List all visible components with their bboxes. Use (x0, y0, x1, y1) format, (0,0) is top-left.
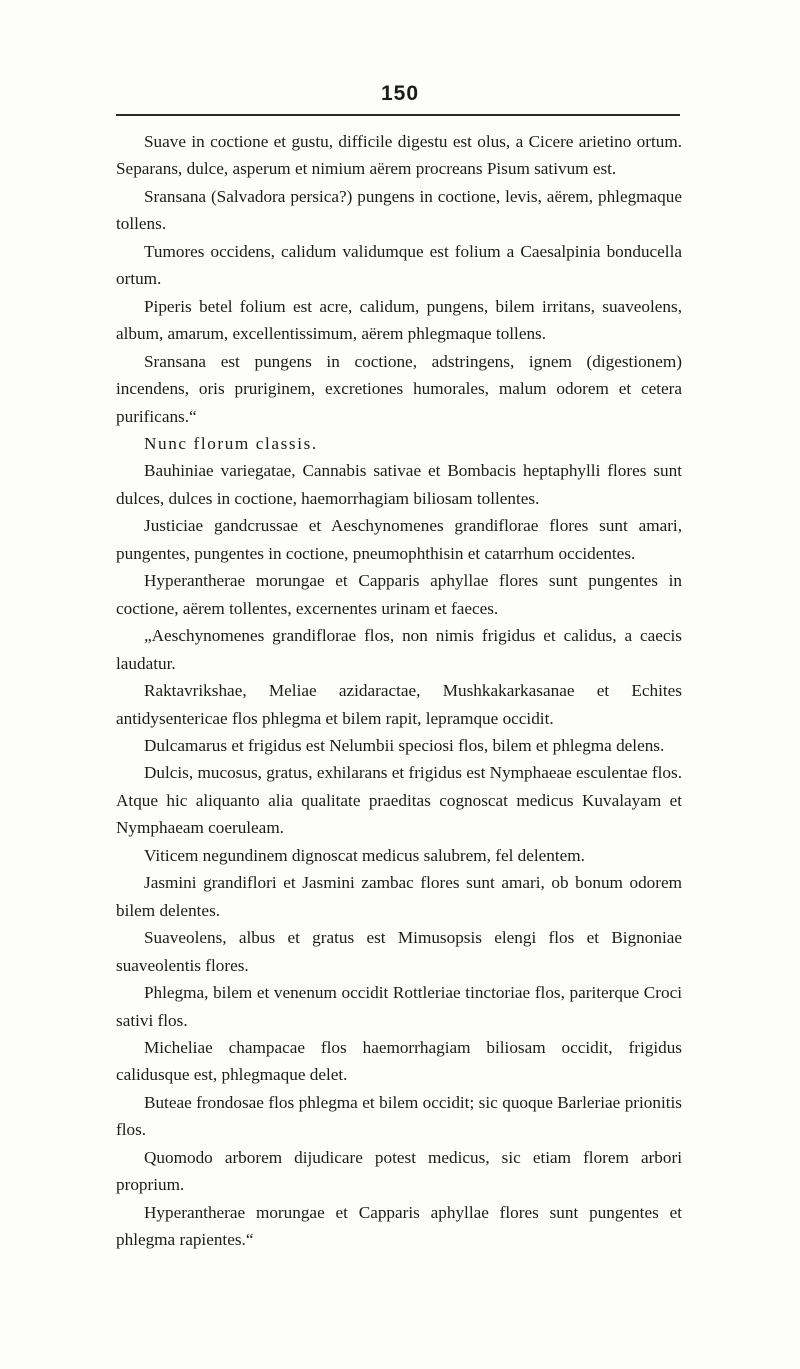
paragraph: Raktavrikshae, Meliae azidaractae, Mushkakarkasanae et Echites antidysentericae flos phlegma et bilem rapit, lepramque occidit. (116, 681, 682, 728)
paragraph: Quomodo arborem dijudicare potest medicus, sic etiam florem arbori proprium. (116, 1147, 682, 1195)
paragraph: Jasmini grandiflori et Jasmini zambac flores sunt amari, ob bonum odorem bilem delentes. (116, 873, 682, 920)
text-body (116, 128, 682, 1254)
paragraph: Suaveolens, albus et gratus est Mimusopsis elengi flos et Bignoniae suaveolentis flores. (116, 928, 682, 975)
paragraph: Justiciae gandcrussae et Aeschynomenes grandiflorae flores sunt amari, pungentes, pungentes in coctione, pneumophthisin et catarrhum occidentes. (116, 516, 682, 563)
paragraph: „Aeschynomenes grandiflorae flos, non nimis frigidus et calidus, a caecis laudatur. (116, 626, 682, 673)
paragraph: Tumores occidens, calidum validumque est folium a Caesalpinia bonducella ortum. (116, 241, 682, 289)
paragraph: Buteae frondosae flos phlegma et bilem occidit; sic quoque Barleriae prionitis flos. (116, 1092, 682, 1140)
paragraph: Hyperantherae morungae et Capparis aphyllae flores sunt pungentes et phlegma rapientes.“ (116, 1202, 682, 1250)
paragraph: Sransana est pungens in coctione, adstringens, ignem (digestionem) incendens, oris pruriginem, excretiones humorales, malum odorem et cetera purificans.“ (116, 351, 682, 426)
paragraph: Viticem negundinem dignoscat medicus salubrem, fel delentem. (144, 845, 585, 865)
section-heading: Nunc florum classis. (144, 433, 318, 453)
paragraph: Suave in coctione et gustu, difficile digestu est olus, a Cicere arietino ortum. Separans, dulce, asperum et nimium aërem procreans Pisum sativum est. (116, 132, 682, 179)
header-rule (116, 114, 680, 116)
paragraph: Bauhiniae variegatae, Cannabis sativae et Bombacis heptaphylli flores sunt dulces, dulces in coctione, haemorrhagiam biliosam tollentes. (116, 461, 682, 508)
paragraph: Hyperantherae morungae et Capparis aphyllae flores sunt pungentes in coctione, aërem tollentes, excernentes urinam et faeces. (116, 571, 682, 618)
paragraph: Micheliae champacae flos haemorrhagiam biliosam occidit, frigidus calidusque est, phlegmaque delet. (116, 1037, 682, 1085)
paragraph: Dulcis, mucosus, gratus, exhilarans et frigidus est Nymphaeae esculentae flos. Atque hic aliquanto alia qualitate praeditas cognoscat medicus Kuvalayam et Nymphaeam coeruleam. (116, 763, 682, 838)
paragraph: Piperis betel folium est acre, calidum, pungens, bilem irritans, suaveolens, album, amarum, excellentissimum, aërem phlegmaque tollens. (116, 296, 682, 344)
page-number: 150 (380, 82, 420, 105)
paragraph: Sransana (Salvadora persica?) pungens in coctione, levis, aërem, phlegmaque tollens. (116, 186, 682, 234)
paragraph: Phlegma, bilem et venenum occidit Rottleriae tinctoriae flos, pariterque Croci sativi flos. (116, 983, 682, 1030)
paragraph: Dulcamarus et frigidus est Nelumbii speciosi flos, bilem et phlegma delens. (144, 735, 665, 755)
